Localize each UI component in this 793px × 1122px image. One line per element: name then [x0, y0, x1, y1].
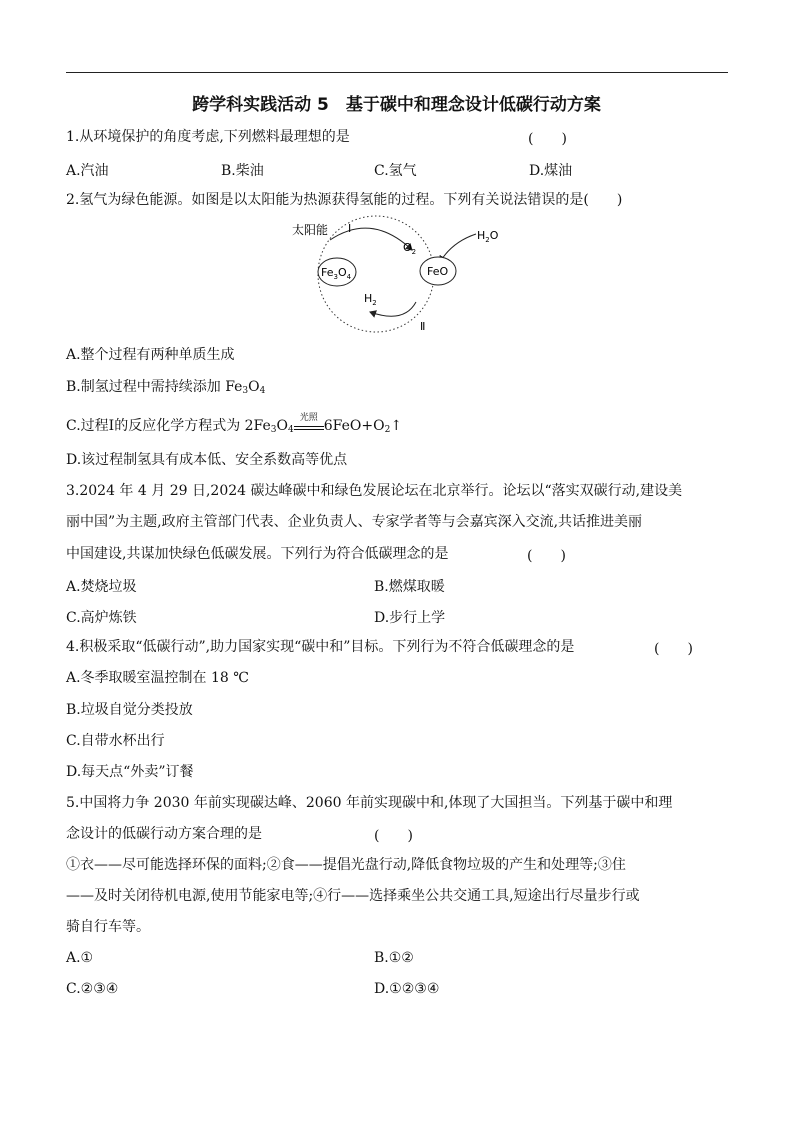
h2o-label: $H_2O$	[477, 229, 499, 244]
question-5-line-3: ①衣——尽可能选择环保的面料;②食——提倡光盘行动,降低食物垃圾的产生和处理等;③住	[66, 857, 626, 873]
question-5-line-4: ——及时关闭待机电源,使用节能家电等;④行——选择乘坐公共交通工具,短途出行尽量步行或	[66, 888, 640, 904]
question-2-option-d: D.该过程制氢具有成本低、安全系数高等优点	[66, 452, 348, 468]
question-3-line-1: 3.2024 年 4 月 29 日,2024 碳达峰碳中和绿色发展论坛在北京举行。论坛以“落实双碳行动,建设美	[66, 483, 683, 499]
question-4-answer-paren: ( )	[654, 641, 693, 657]
question-5-option-b: B.①②	[374, 950, 414, 966]
feo-label: FeO	[427, 265, 449, 278]
question-1-option-d: D.煤油	[529, 163, 573, 179]
question-2-option-c: C.过程Ⅰ的反应化学方程式为 $2Fe_3O_4$ 光照 $6FeO+O_2↑$	[66, 413, 403, 435]
question-4-option-a: A.冬季取暖室温控制在 18 ℃	[66, 670, 249, 686]
question-1-option-b: B.柴油	[221, 163, 264, 179]
question-2-stem: 2.氢气为绿色能源。如图是以太阳能为热源获得氢能的过程。下列有关说法错误的是( )	[66, 192, 623, 208]
question-4-option-b: B.垃圾自觉分类投放	[66, 702, 193, 718]
question-1-answer-paren: ( )	[528, 131, 567, 147]
question-2-option-b: B.制氢过程中需持续添加 $Fe_3O_4$	[66, 379, 266, 396]
question-3-option-a: A.焚烧垃圾	[66, 579, 137, 595]
question-1-option-a: A.汽油	[66, 163, 109, 179]
question-4-option-d: D.每天点“外卖”订餐	[66, 764, 194, 780]
question-4-stem: 4.积极采取“低碳行动”,助力国家实现“碳中和”目标。下列行为不符合低碳理念的是	[66, 639, 575, 655]
fe3o4-label: $Fe_3O_4$	[321, 266, 352, 281]
question-5-line-2: 念设计的低碳行动方案合理的是	[66, 826, 262, 842]
arrow-process-1	[330, 228, 412, 250]
question-3-answer-paren: ( )	[527, 548, 566, 564]
header-rule	[66, 72, 728, 73]
question-5-line-1: 5.中国将力争 2030 年前实现碳达峰、2060 年前实现碳中和,体现了大国担当。下列基于碳中和理	[66, 795, 673, 811]
question-3-option-c: C.高炉炼铁	[66, 610, 137, 626]
question-1-stem: 1.从环境保护的角度考虑,下列燃料最理想的是	[66, 129, 350, 145]
process-1-label: Ⅰ	[348, 222, 352, 235]
page-title: 跨学科实践活动 5 基于碳中和理念设计低碳行动方案	[192, 95, 601, 115]
question-2-option-a: A.整个过程有两种单质生成	[66, 347, 235, 363]
question-3-line-2: 丽中国”为主题,政府主管部门代表、企业负责人、专家学者等与会嘉宾深入交流,共话推进美丽	[66, 514, 643, 530]
process-2-label: Ⅱ	[420, 320, 426, 333]
question-3-option-b: B.燃煤取暖	[374, 579, 445, 595]
question-4-option-c: C.自带水杯出行	[66, 733, 165, 749]
arrow-process-2	[370, 302, 416, 316]
hydrogen-cycle-diagram	[280, 212, 520, 337]
question-5-answer-paren: ( )	[374, 828, 413, 844]
solar-label: 太阳能	[292, 223, 329, 237]
question-3-line-3: 中国建设,共谋加快绿色低碳发展。下列行为符合低碳理念的是	[66, 546, 449, 562]
h2-label: $H_2$	[364, 292, 377, 307]
question-3-option-d: D.步行上学	[374, 610, 446, 626]
question-5-option-c: C.②③④	[66, 981, 119, 997]
reaction-condition: 光照	[294, 418, 324, 430]
question-5-option-a: A.①	[66, 950, 94, 966]
question-5-line-5: 骑自行车等。	[66, 919, 150, 935]
question-5-option-d: D.①②③④	[374, 981, 440, 997]
question-1-option-c: C.氢气	[374, 163, 417, 179]
o2-label: $O_2$	[403, 241, 417, 256]
